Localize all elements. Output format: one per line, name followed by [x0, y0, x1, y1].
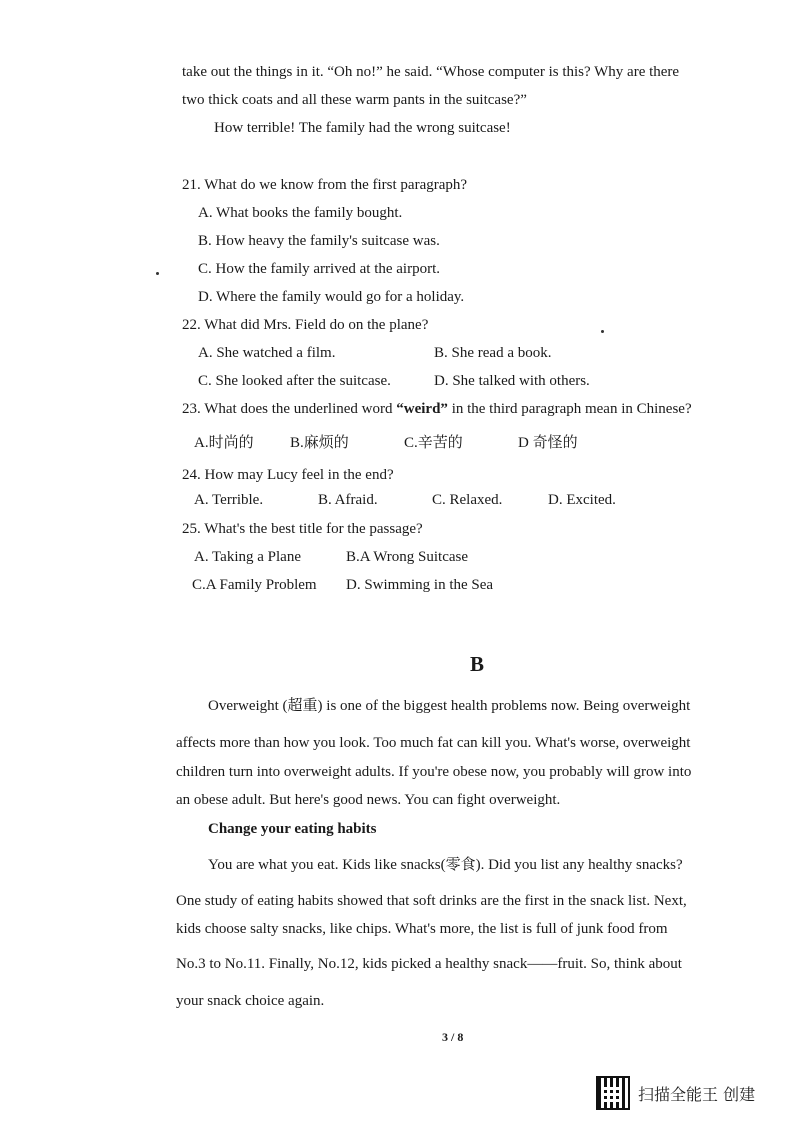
- answer-option: A. What books the family bought.: [198, 205, 403, 221]
- answer-option: B. Afraid.: [318, 492, 378, 508]
- question-stem-suffix: in the third paragraph mean in Chinese?: [447, 401, 692, 417]
- passage-a-line: How terrible! The family had the wrong suitcase!: [214, 120, 511, 136]
- answer-option: A. Taking a Plane: [194, 549, 301, 565]
- paragraph-line: affects more than how you look. Too much fat can kill you. What's worse, overweight: [176, 735, 691, 751]
- paragraph-line: children turn into overweight adults. If you're obese now, you probably will grow into: [176, 764, 692, 780]
- qr-code-icon: [596, 1076, 630, 1110]
- scan-speck: [156, 272, 159, 275]
- page-number: 3 / 8: [442, 1030, 464, 1044]
- answer-option: A.时尚的: [194, 435, 254, 451]
- answer-option: D 奇怪的: [518, 435, 578, 451]
- answer-option: A. She watched a film.: [198, 345, 336, 361]
- paragraph-line: your snack choice again.: [176, 993, 325, 1009]
- question-stem: 22. What did Mrs. Field do on the plane?: [182, 317, 429, 333]
- answer-option: B.麻烦的: [290, 435, 349, 451]
- paragraph-line: One study of eating habits showed that soft drinks are the first in the snack list. Next,: [176, 893, 687, 909]
- answer-option: C. She looked after the suitcase.: [198, 373, 391, 389]
- subheading: Change your eating habits: [208, 821, 377, 837]
- section-heading: B: [470, 652, 485, 676]
- answer-option: B. How heavy the family's suitcase was.: [198, 233, 440, 249]
- answer-option: C. How the family arrived at the airport.: [198, 261, 441, 277]
- answer-option: A. Terrible.: [194, 492, 264, 508]
- scan-speck: [601, 330, 604, 333]
- question-stem: 21. What do we know from the first paragraph?: [182, 177, 468, 193]
- answer-option: D. Swimming in the Sea: [346, 577, 494, 593]
- passage-a-line: take out the things in it. “Oh no!” he said. “Whose computer is this? Why are there: [182, 64, 680, 80]
- answer-option: C.辛苦的: [404, 435, 463, 451]
- paragraph-line: Overweight (超重) is one of the biggest health problems now. Being overweight: [208, 698, 691, 714]
- question-stem-prefix: 23. What does the underlined word: [182, 401, 397, 417]
- question-stem: 25. What's the best title for the passage?: [182, 521, 423, 537]
- answer-option: D. She talked with others.: [434, 373, 590, 389]
- question-stem: [182, 399, 692, 419]
- answer-option: B. She read a book.: [434, 345, 552, 361]
- paragraph-line: No.3 to No.11. Finally, No.12, kids picked a healthy snack——fruit. So, think about: [176, 956, 682, 972]
- answer-option: D. Where the family would go for a holiday.: [198, 289, 465, 305]
- scanner-watermark: 扫描全能王 创建: [638, 1085, 756, 1104]
- answer-option: D. Excited.: [548, 492, 616, 508]
- underlined-word: “weird”: [396, 401, 448, 417]
- paragraph-line: You are what you eat. Kids like snacks(零食). Did you list any healthy snacks?: [208, 857, 683, 873]
- paragraph-line: kids choose salty snacks, like chips. What's more, the list is full of junk food from: [176, 921, 668, 937]
- question-stem: 24. How may Lucy feel in the end?: [182, 467, 394, 483]
- answer-option: C.A Family Problem: [192, 577, 317, 593]
- paragraph-line: an obese adult. But here's good news. You can fight overweight.: [176, 792, 561, 808]
- answer-option: C. Relaxed.: [432, 492, 503, 508]
- answer-option: B.A Wrong Suitcase: [346, 549, 469, 565]
- passage-a-line: two thick coats and all these warm pants in the suitcase?”: [182, 92, 527, 108]
